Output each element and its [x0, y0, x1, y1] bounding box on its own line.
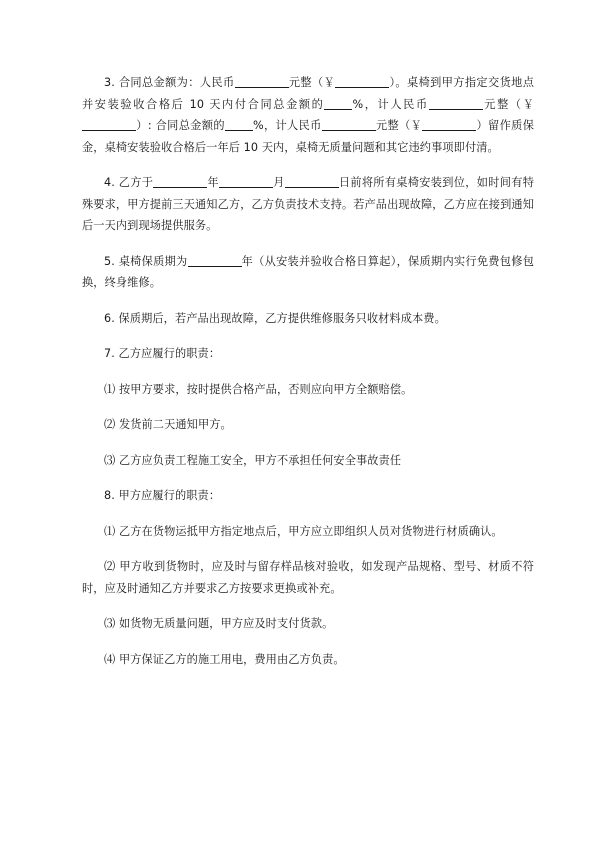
clause-text: ）: 合同总金额的: [136, 119, 225, 132]
clause-p7-2: [82, 414, 534, 436]
clause-text: ⑶ 如货物无质量问题，甲方应及时支付货款。: [104, 617, 334, 630]
clause-text: ⑵ 甲方收到货物时，应及时与留存样品核对验收，如发现产品规格、型号、材质不符时，应及时通知乙方并要求乙方按要求更换或补充。: [82, 560, 534, 595]
clause-text: ⑴ 按甲方要求，按时提供合格产品，否则应向甲方全额赔偿。: [104, 382, 413, 396]
clause-text: %，计人民币: [252, 119, 322, 132]
clause-text: 元整（￥: [375, 119, 423, 132]
fill-in-blank: [335, 75, 389, 88]
clause-p7-3: [82, 450, 534, 472]
fill-in-blank: [153, 175, 207, 188]
clause-text: ⑶ 乙方应负责工程施工安全，甲方不承担任何安全事故责任: [104, 453, 402, 467]
fill-in-blank: [188, 254, 242, 267]
clause-p3: [82, 72, 534, 158]
clause-text: 8. 甲方应履行的职责：: [104, 489, 221, 502]
clause-text: 年: [207, 176, 219, 189]
clause-p6: [82, 308, 534, 330]
clause-p5: [82, 251, 534, 294]
clause-p8-3: [82, 613, 534, 635]
clause-text: 年（从安装并验收合格日算起），保质期内实行免费包修包换，终身维修。: [82, 254, 534, 289]
fill-in-blank: [429, 97, 483, 110]
clause-text: ⑷ 甲方保证乙方的施工用电，费用由乙方负责。: [104, 652, 345, 666]
fill-in-blank: [235, 75, 289, 88]
fill-in-blank: [225, 118, 253, 131]
fill-in-blank: [285, 175, 339, 188]
clause-text: 月: [272, 176, 285, 189]
contract-body: [82, 72, 534, 684]
fill-in-blank: [219, 175, 273, 188]
clause-text: 6. 保质期后，若产品出现故障，乙方提供维修服务只收材料成本费。: [104, 311, 446, 325]
clause-text: 7. 乙方应履行的职责：: [104, 347, 221, 360]
clause-text: 元整（￥: [288, 76, 336, 89]
clause-p7-1: [82, 379, 534, 401]
fill-in-blank: [324, 97, 352, 110]
clause-p8-1: [82, 521, 534, 543]
clause-text: ）。桌椅到甲方指定交货地点并安装验收合格后 10 天内付合同总金额的: [82, 76, 535, 111]
clause-p4: [82, 172, 534, 237]
clause-text: ）留作质保金，桌椅安装验收合格后一年后 10 天内，桌椅无质量问题和其它违约事项即付清。: [82, 119, 535, 154]
clause-text: 元整（￥: [482, 97, 534, 111]
clause-text: ⑴ 乙方在货物运抵甲方指定地点后，甲方应立即组织人员对货物进行材质确认。: [104, 524, 503, 538]
fill-in-blank: [322, 118, 376, 131]
clause-p8: [82, 485, 534, 507]
fill-in-blank: [422, 118, 476, 131]
clause-text: %，计人民币: [352, 97, 429, 111]
clause-p7: [82, 343, 534, 365]
clause-text: ⑵ 发货前二天通知甲方。: [104, 418, 232, 431]
clause-text: 日前将所有桌椅安装到位，如时间有特殊要求，甲方提前三天通知乙方，乙方负责技术支持。若产品出现故障，乙方应在接到通知后一天内到现场提供服务。: [82, 176, 534, 232]
clause-p8-2: [82, 556, 534, 599]
fill-in-blank: [82, 118, 136, 131]
clause-p8-4: [82, 649, 534, 671]
clause-text: 3. 合同总金额为：人民币: [104, 76, 235, 89]
clause-text: 5. 桌椅保质期为: [104, 254, 188, 268]
clause-text: 4. 乙方于: [104, 176, 154, 189]
